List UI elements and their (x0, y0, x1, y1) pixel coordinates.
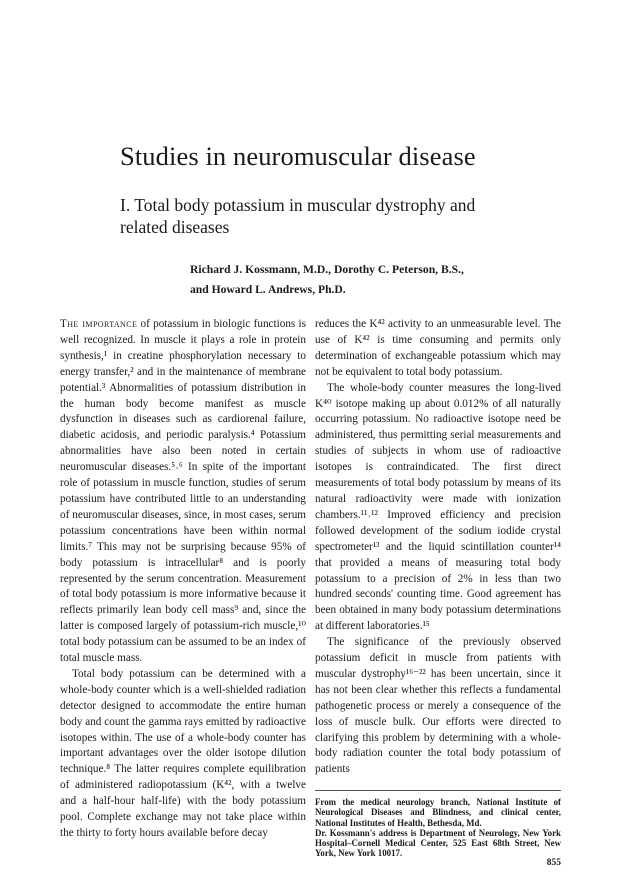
body-column-right (315, 317, 561, 778)
footnote-divider (315, 790, 561, 791)
article-subtitle: I. Total body potassium in muscular dystrophy and related diseases (120, 195, 476, 237)
paragraph-continuation: reduces the K⁴² activity to an unmeasurable level. The use of K⁴² is time consuming and permits only determination of exchangeable potassium which may not be equivalent to total body potassium. (315, 318, 561, 378)
author-list: Richard J. Kossmann, M.D., Dorothy C. Peterson, B.S., and Howard L. Andrews, Ph.D. (190, 263, 464, 296)
opening-paragraph (60, 317, 306, 667)
page-number: 855 (546, 858, 561, 868)
paragraph-significance: The significance of the previously observed potassium deficit in muscle from patients with muscular dystrophy¹⁶⁻²² has been uncertain, since it has not been clear whether this reflects a fundamental pathogenetic process or merely a consequence of the loss of muscle bulk. Our efforts were directed to clarifying this problem by determining with a whole-body radiation counter the total body potassium of patients (315, 636, 561, 776)
footnote-address: Dr. Kossmann's address is Department of Neurology, New York Hospital–Cornell Medical Center, 525 East 68th Street, New York, New York 10017. (315, 827, 561, 859)
paragraph-whole-body-counter: Total body potassium can be determined with a whole-body counter which is a well-shielded radiation detector designed to accommodate the entire human body and count the gamma rays emitted by radioactive isotopes within. The use of a whole-body counter has important advantages over the older isotope dilution technique.⁸ The latter requires complete equilibration of administered radiopotassium (K⁴², with a twelve and a half-hour half-life) with the body potassium pool. Complete exchange may not take place within the thirty to forty hours available before decay (60, 667, 306, 839)
paragraph-k40-measurement: The whole-body counter measures the long-lived K⁴⁰ isotope making up about 0.012% of all naturally occurring potassium. No radioactive isotope need be administered, thus permitting serial measurements and studies of subjects in whom use of radioactive isotopes is contraindicated. The first direct measurements of total body potassium by means of its natural radioactivity were made with ionization chambers.¹¹˒¹² Improved efficiency and precision followed development of the sodium iodide crystal spectrometer¹³ and the liquid scintillation counter¹⁴ that provided a means of measuring total body potassium to a precision of 2% in less than two hundred seconds' counting time. Good agreement has been obtained in many body potassium determinations at different laboratories.¹⁵ (315, 381, 561, 633)
footnote-affiliation: From the medical neurology branch, National Institute of Neurological Diseases and Blindness, and clinical center, National Institutes of Health, Bethesda, Md. (315, 797, 561, 828)
opening-paragraph-text: of potassium in biologic functions is well recognized. In muscle it plays a role in protein synthesis,¹ in creatine phosphorylation necessary to energy transfer,² and in the maintenance of membrane potential.³ Abnormalities of potassium distribution in the human body become manifest as muscle dysfunction in diseases such as cardiorenal failure, diabetic acidosis, and periodic paralysis.⁴ Potassium abnormalities have also been noted in certain neuromuscular diseases.⁵˒⁶ In spite of the important role of potassium in muscle function, studies of serum potassium have contributed little to an understanding of neuromuscular diseases, since, in most cases, serum potassium concentrations have been within normal limits.⁷ This may not be surprising because 95% of body potassium is intracellular⁸ and is poorly represented by the serum concentration. Measurement of total body potassium is more informative because it reflects primarily lean body cell mass⁹ and, since the latter is composed largely of potassium-rich muscle,¹⁰ total body potassium can be assumed to be an index of total muscle mass. (60, 318, 306, 665)
footnote-block (315, 797, 561, 859)
article-title: Studies in neuromuscular disease (120, 141, 476, 171)
lead-in-smallcaps: The importance (60, 318, 138, 330)
body-column-left (60, 317, 306, 842)
